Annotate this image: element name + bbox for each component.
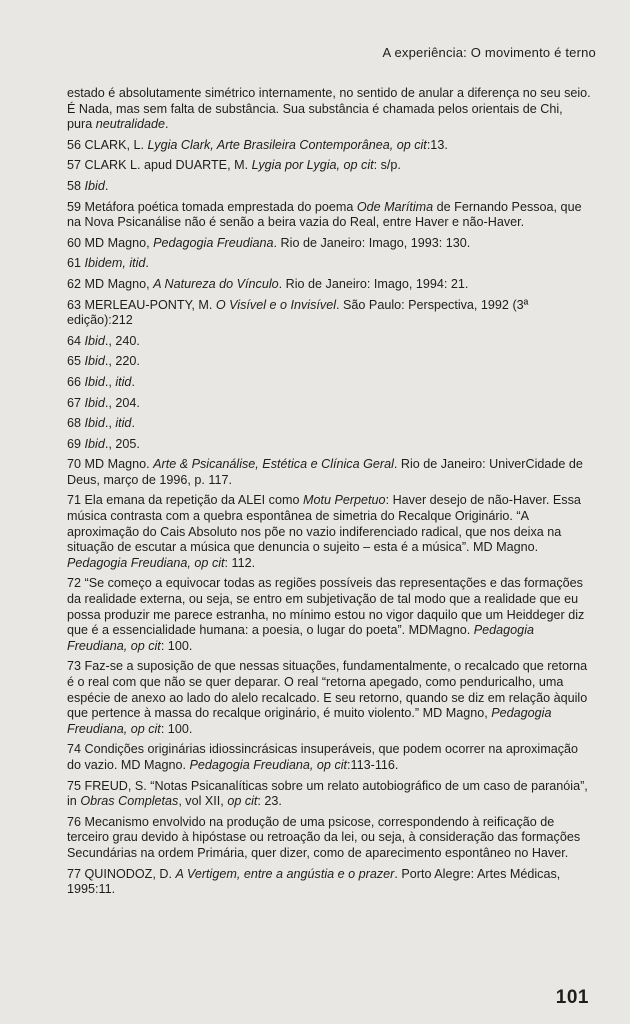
footnote-number: 58: [67, 178, 82, 193]
page-number: 101: [555, 987, 589, 1008]
footnote-number: 65: [67, 354, 82, 369]
footnote-65: [67, 354, 591, 370]
footnote-text: Ibid., 220.: [84, 354, 140, 369]
footnote-69: [67, 437, 591, 453]
footnote-56: [67, 138, 591, 154]
footnote-number: 63: [67, 297, 82, 312]
footnote-text: Metáfora poética tomada emprestada do poema Ode Marítima de Fernando Pessoa, que na Nova Psicanálise não é senão a beira vazia do Real, entre Haver e não-Haver.: [67, 199, 582, 230]
footnote-number: 74: [67, 742, 82, 757]
footnote-number: 71: [67, 493, 82, 508]
footnote-text: MD Magno, Pedagogia Freudiana. Rio de Janeiro: Imago, 1993: 130.: [84, 235, 471, 250]
footnote-number: 68: [67, 416, 82, 431]
footnote-text: FREUD, S. “Notas Psicanalíticas sobre um relato autobiográfico de um caso de paranóia”, in Obras Completas, vol XII, op cit: 23.: [67, 778, 588, 809]
footnote-number: 59: [67, 199, 82, 214]
footnote-number: 69: [67, 436, 82, 451]
footnote-text: Ibid.: [84, 178, 109, 193]
footnote-text: Ibid., itid.: [84, 374, 135, 389]
footnote-text: Ibidem, itid.: [84, 256, 149, 271]
footnote-72: [67, 576, 591, 654]
footnote-text: Ibid., 204.: [84, 395, 140, 410]
footnote-text: MERLEAU-PONTY, M. O Visível e o Invisível. São Paulo: Perspectiva, 1992 (3ª edição):212: [67, 297, 529, 328]
footnote-number: 70: [67, 457, 82, 472]
footnote-number: 76: [67, 814, 82, 829]
footnote-number: 72: [67, 576, 82, 591]
footnote-number: 57: [67, 158, 82, 173]
footnote-number: 60: [67, 235, 82, 250]
footnote-62: [67, 277, 591, 293]
footnote-76: [67, 815, 591, 862]
footnote-74: [67, 742, 591, 773]
footnote-67: [67, 396, 591, 412]
footnotes-block: [67, 86, 591, 903]
footnote-number: 67: [67, 395, 82, 410]
footnote-70: [67, 457, 591, 488]
footnote-68: [67, 416, 591, 432]
footnote-text: Ela emana da repetição da ALEI como Motu Perpetuo: Haver desejo de não-Haver. Essa música contrasta com a quebra espontânea de simetria do Recalque Originário. “A aproximação do Cais Absoluto nos põe no vazio indiferenciado radical, que nos deixa na situação de escutar a música que denuncia o sujeito – esta é a música”. MD Magno. Pedagogia Freudiana, op cit: 112.: [67, 493, 581, 570]
footnote-77: [67, 867, 591, 898]
footnote-59: [67, 200, 591, 231]
footnote-number: 64: [67, 333, 82, 348]
footnote-number: 56: [67, 137, 82, 152]
footnote-text: Condições originárias idiossincrásicas insuperáveis, que podem ocorrer na aproximação do vazio. MD Magno. Pedagogia Freudiana, op cit:113-116.: [67, 742, 579, 772]
footnote-58: [67, 179, 591, 195]
footnote-66: [67, 375, 591, 391]
footnote-71: [67, 493, 591, 571]
footnote-61: [67, 256, 591, 272]
intro-paragraph: estado é absolutamente simétrico internamente, no sentido de anular a diferença no seu seio. É Nada, mas sem falta de substância. Sua substância é chamada pelos orientais de Chi, pura neutralidade.: [67, 86, 591, 132]
footnote-75: [67, 779, 591, 810]
footnote-60: [67, 236, 591, 252]
footnote-73: [67, 659, 591, 737]
footnote-text: Ibid., 240.: [84, 333, 140, 348]
footnote-text: Faz-se a suposição de que nessas situações, fundamentalmente, o recalcado que retorna é o real com que não se quer deparar. O real “retorna apegado, como penduricalho, uma espécie de anexo ao lado do alelo recalcado. E seu retorno, quando se diz em relação àquilo que pertence à massa do recalque originário, é muito violento.” MD Magno, Pedagogia Freudiana, op cit: 100.: [67, 659, 588, 736]
footnote-number: 61: [67, 256, 82, 271]
footnote-64: [67, 334, 591, 350]
footnote-57: [67, 158, 591, 174]
footnote-text: MD Magno. Arte & Psicanálise, Estética e Clínica Geral. Rio de Janeiro: UniverCidade de Deus, março de 1996, p. 117.: [67, 457, 583, 487]
footnote-number: 62: [67, 276, 82, 291]
footnote-text: Mecanismo envolvido na produção de uma psicose, correspondendo à reificação de terceiro grau devido à hipóstase ou retroação da lei, ou seja, à consideração das formações Secundárias na ordem Primária, quer dizer, como de aparecimento espontâneo no Haver.: [67, 814, 581, 860]
footnote-list: [67, 138, 591, 898]
footnote-number: 75: [67, 778, 82, 793]
footnote-text: CLARK, L. Lygia Clark, Arte Brasileira Contemporânea, op cit:13.: [84, 137, 448, 152]
footnote-text: CLARK L. apud DUARTE, M. Lygia por Lygia, op cit: s/p.: [84, 158, 401, 173]
footnote-number: 73: [67, 659, 82, 674]
footnote-text: “Se começo a equivocar todas as regiões possíveis das representações e das formações da realidade externa, ou seja, se entro em subjetivação de tal modo que a realidade que eu possa produzir me parece estranha, no mínimo estou no vigor daquilo que um Heiddeger diz que é a essencialidade humana: a poesia, o lugar do poeta”. MDMagno. Pedagogia Freudiana, op cit: 100.: [67, 576, 585, 653]
footnote-number: 77: [67, 866, 82, 881]
footnote-text: MD Magno, A Natureza do Vínculo. Rio de Janeiro: Imago, 1994: 21.: [84, 276, 469, 291]
footnote-text: QUINODOZ, D. A Vertigem, entre a angústia e o prazer. Porto Alegre: Artes Médicas, 1995:11.: [67, 866, 561, 897]
running-header: A experiência: O movimento é terno: [382, 45, 596, 60]
footnote-63: [67, 298, 591, 329]
footnote-text: Ibid., 205.: [84, 436, 140, 451]
footnote-text: Ibid., itid.: [84, 416, 135, 431]
footnote-number: 66: [67, 374, 82, 389]
